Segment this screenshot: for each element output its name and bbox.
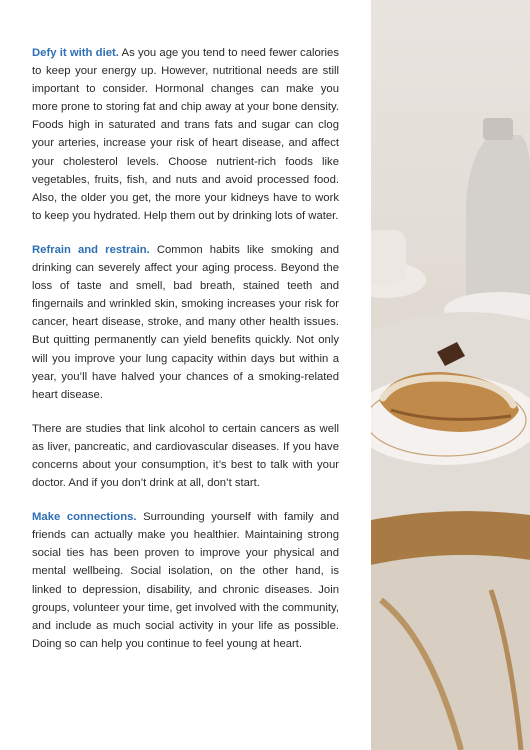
teapot-lid-shape xyxy=(483,118,513,140)
paragraph-body: Common habits like smoking and drinking can severely affect your aging process. Beyond the loss of taste and smell, bad breath, stained teeth and fingernails and wrinkled skin, smoking increases your risk for cancer, heart disease, stroke, and many other health issues. But quitting permanently can yield benefits quickly. Not only will you improve your lung capacity within days but within a year, you’ll have halved your chances of a smoking-related heart disease. xyxy=(32,243,339,401)
paragraph-diet xyxy=(32,44,339,225)
article-text xyxy=(32,44,339,653)
paragraph-body: There are studies that link alcohol to certain cancers as well as liver, pancreatic, and cardiovascular diseases. If you have concerns about your consumption, it’s best to talk with your doctor. And if you don’t drink at all, don’t start. xyxy=(32,422,339,490)
paragraph-connections xyxy=(32,508,339,653)
photo-illustration xyxy=(371,0,530,750)
paragraph-alcohol xyxy=(32,420,339,492)
eclair-cafe-photo xyxy=(371,0,530,750)
paragraph-body: Surrounding yourself with family and friends can actually make you healthier. Maintaining strong social ties has been proven to improve your physical and mental wellbeing. Social isolation, on the other hand, is linked to depression, disability, and chronic diseases. Join groups, volunteer your time, get involved with the community, and include as much social activity in your life as possible. Doing so can help you continue to feel young at heart. xyxy=(32,511,339,650)
paragraph-refrain xyxy=(32,241,339,404)
cup-shape xyxy=(371,230,406,285)
paragraph-body: As you age you tend to need fewer calories to keep your energy up. However, nutritional needs are still important to consider. Hormonal changes can make you more prone to storing fat and chip away at your bone density. Foods high in saturated and trans fats and sugar can clog your arteries, increase your risk of heart disease, and affect your cholesterol levels. Choose nutrient-rich foods like vegetables, fruits, fish, and nuts and avoid processed food. Also, the older you get, the more your kidneys have to work to keep you hydrated. Help them out by drinking lots of water. xyxy=(32,47,339,222)
heading-make-connections: Make connections. xyxy=(32,511,137,524)
heading-refrain-and-restrain: Refrain and restrain. xyxy=(32,243,150,256)
heading-defy-it-with-diet: Defy it with diet. xyxy=(32,47,119,59)
teapot-shape xyxy=(466,135,530,300)
